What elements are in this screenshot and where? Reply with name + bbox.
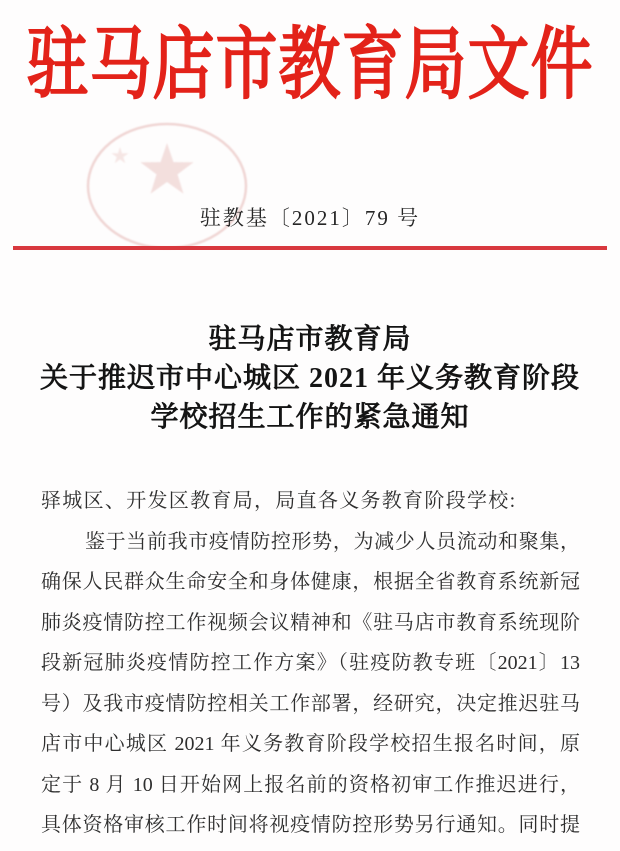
body-line: 店市中心城区 2021 年义务教育阶段学校招生报名时间，原 — [41, 733, 580, 755]
title-line-2: 关于推迟市中心城区 2021 年义务教育阶段 — [39, 363, 580, 394]
document-masthead-title: 驻马店市教育局文件 — [26, 22, 594, 110]
body-line: 鉴于当前我市疫情防控形势，为减少人员流动和聚集， — [85, 530, 580, 553]
body-line: 确保人民群众生命安全和身体健康，根据全省教育系统新冠 — [41, 571, 580, 593]
title-line-3: 学校招生工作的紧急通知 — [150, 402, 470, 433]
body-line: 肺炎疫情防控工作视频会议精神和《驻马店市教育系统现阶 — [41, 611, 580, 634]
star-icon — [140, 143, 193, 194]
salutation-line: 驿城区、开发区教育局，局直各义务教育阶段学校: — [41, 490, 517, 512]
body-line: 具体资格审核工作时间将视疫情防控形势另行通知。同时提 — [41, 814, 580, 836]
official-seal — [80, 116, 260, 256]
body-line: 号）及我市疫情防控相关工作部署，经研究，决定推迟驻马 — [41, 692, 580, 715]
body-line: 定于 8 月 10 日开始网上报名前的资格初审工作推迟进行， — [41, 773, 580, 796]
body-line: 段新冠肺炎疫情防控工作方案》（驻疫防教专班〔2021〕13 — [41, 652, 580, 674]
document-body — [41, 481, 580, 846]
document-title — [0, 320, 620, 437]
title-line-1: 驻马店市教育局 — [208, 324, 412, 355]
header-divider-line — [13, 246, 607, 250]
small-star-icon — [111, 147, 128, 163]
document-number: 驻教基〔2021〕79 号 — [199, 206, 421, 230]
